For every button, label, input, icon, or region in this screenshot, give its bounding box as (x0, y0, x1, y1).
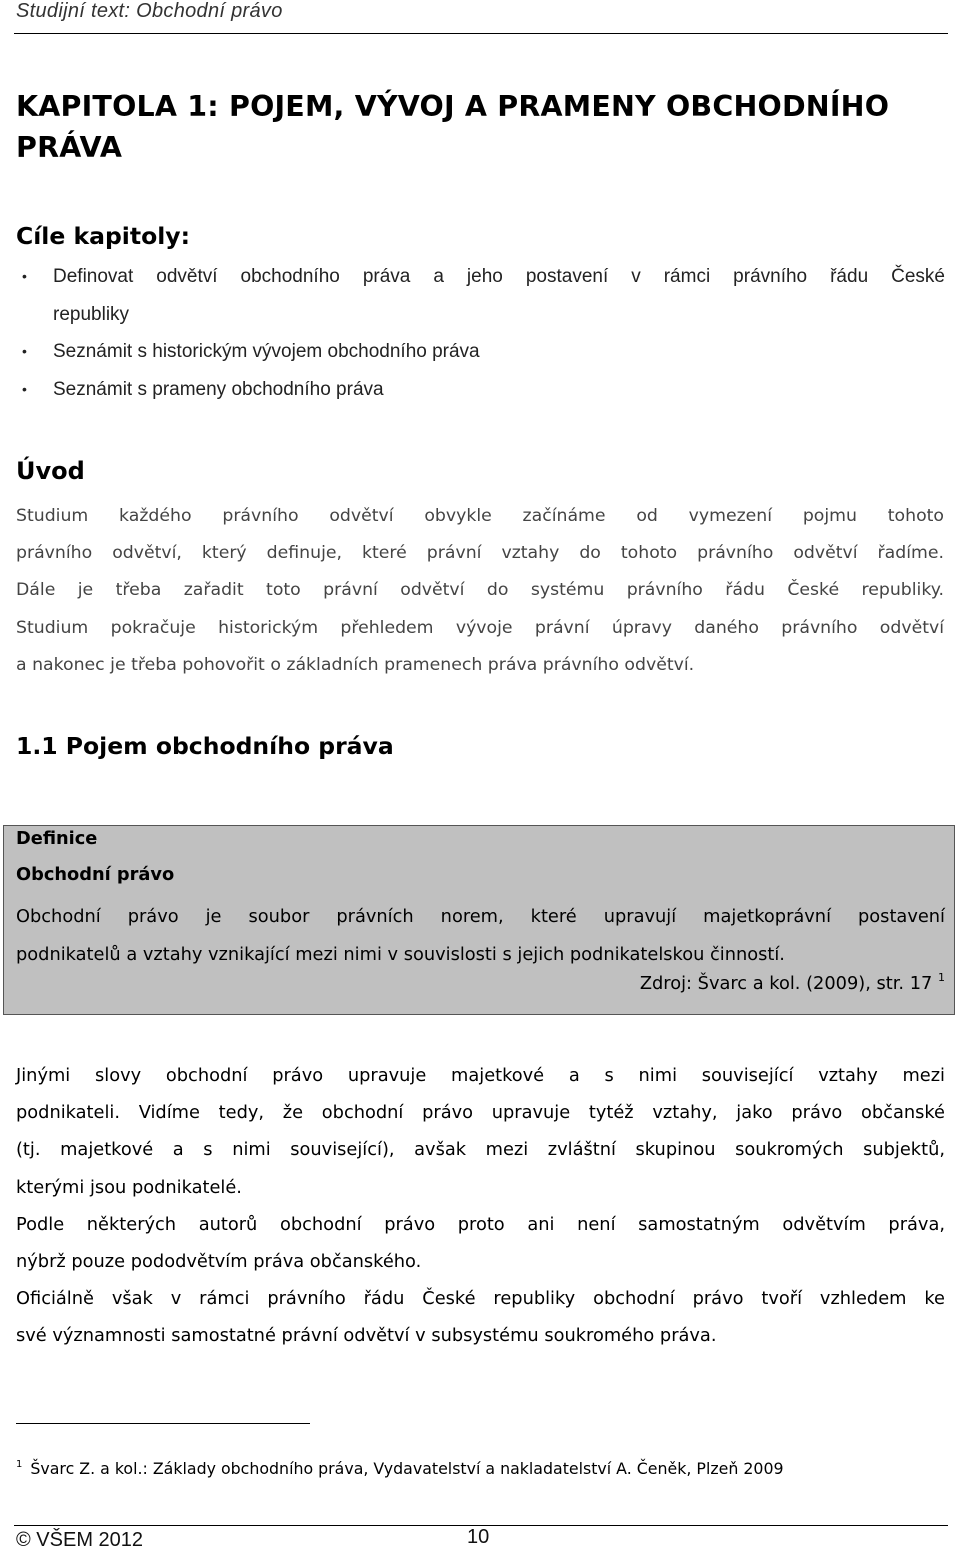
goal-text-line: Seznámit s historickým vývojem obchodního práva (53, 341, 480, 362)
source-text: Zdroj: Švarc a kol. (2009), str. 17 (639, 973, 933, 994)
definition-label: Definice (16, 828, 98, 849)
intro-heading: Úvod (16, 457, 85, 485)
intro-line: Dále je třeba zařadit toto právní odvětví do systému právního řádu České republiky. (16, 580, 944, 601)
intro-line: právního odvětví, který definuje, které právní vztahy do tohoto právního odvětví řadíme. (16, 543, 944, 564)
intro-line: a nakonec je třeba pohovořit o základních pramenech práva právního odvětví. (16, 654, 695, 675)
bullet-icon: • (22, 268, 27, 284)
body-line: nýbrž pouze pododvětvím práva občanského. (16, 1251, 422, 1273)
chapter-title (16, 86, 951, 168)
definition-term: Obchodní právo (16, 864, 175, 885)
list-item (0, 258, 945, 333)
body-line: Jinými slovy obchodní právo upravuje majetkové a s nimi související vztahy mezi (16, 1065, 945, 1086)
body-line: kterými jsou podnikatelé. (16, 1176, 242, 1198)
bullet-icon: • (22, 380, 27, 397)
body-line: Oficiálně však v rámci právního řádu České republiky obchodní právo tvoří vzhledem ke (16, 1288, 945, 1310)
running-header: Studijní text: Obchodní právo (16, 0, 283, 22)
footer-copyright: © VŠEM 2012 (16, 1529, 144, 1551)
goal-text-line: republiky (53, 303, 130, 325)
chapter-title-line-2: PRÁVA (16, 131, 123, 164)
list-item (0, 371, 945, 409)
goals-heading: Cíle kapitoly: (16, 222, 190, 250)
page-number: 10 (467, 1526, 490, 1548)
intro-line: Studium každého právního odvětví obvykle začínáme od vymezení pojmu tohoto (16, 506, 944, 526)
goals-list (0, 258, 960, 408)
chapter-title-line-1: KAPITOLA 1: POJEM, VÝVOJ A PRAMENY OBCHODNÍHO (16, 90, 890, 123)
goal-text-line: Definovat odvětví obchodního práva a jeho postavení v rámci právního řádu České (53, 266, 945, 287)
intro-paragraph (16, 498, 944, 684)
body-line: podnikateli. Vidíme tedy, že obchodní právo upravuje tytéž vztahy, jako právo občanské (16, 1102, 945, 1124)
header-divider (14, 33, 948, 34)
footnote-text: Švarc Z. a kol.: Základy obchodního práva, Vydavatelství a nakladatelství A. Čeněk, Plzeň 2009 (30, 1459, 784, 1478)
body-line: Podle některých autorů obchodní právo proto ani není samostatným odvětvím práva, (16, 1213, 945, 1235)
body-line: své významnosti samostatné právní odvětví v subsystému soukromého práva. (16, 1325, 717, 1347)
footnote-divider (16, 1423, 310, 1424)
definition-text (16, 898, 945, 973)
section-heading: 1.1 Pojem obchodního práva (16, 732, 394, 760)
intro-line: Studium pokračuje historickým přehledem vývoje právní úpravy daného právního odvětví (16, 617, 944, 638)
body-line: (tj. majetkové a s nimi související), avšak mezi zvláštní skupinou soukromých subjektů, (16, 1139, 945, 1161)
footnote-ref: 1 (938, 971, 945, 984)
footnote-number: 1 (16, 1459, 23, 1470)
bullet-icon: • (22, 343, 27, 359)
definition-source (580, 973, 945, 994)
goal-text-line: Seznámit s prameny obchodního práva (53, 378, 384, 400)
list-item (0, 333, 945, 371)
body-paragraphs (16, 1057, 945, 1355)
definition-line: Obchodní právo je soubor právních norem, které upravují majetkoprávní postavení (16, 906, 945, 927)
definition-line: podnikatelů a vztahy vznikající mezi nimi v souvislosti s jejich podnikatelskou činností. (16, 943, 785, 965)
footnote (16, 1459, 784, 1478)
